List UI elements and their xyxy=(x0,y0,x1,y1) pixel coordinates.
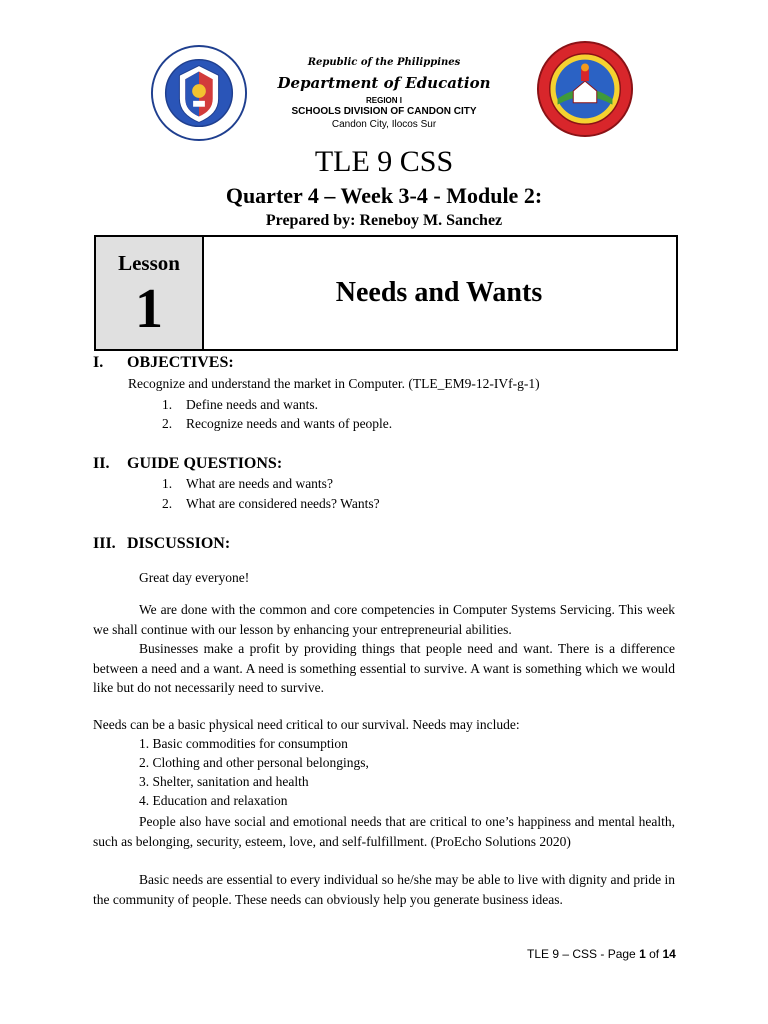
lesson-label: Lesson xyxy=(118,251,180,275)
section-title: DISCUSSION: xyxy=(127,535,231,552)
department-header: Department of Education xyxy=(277,74,491,92)
needs-list-item: 3. Shelter, sanitation and health xyxy=(139,774,309,789)
lesson-banner xyxy=(94,235,678,351)
discussion-paragraph: Businesses make a profit by providing things that people need and want. There is a difference between a need and a want. A need is something essential to survive. A want is something which we would like but do not necessarily need to survive. xyxy=(93,641,675,695)
republic-header: Republic of the Philippines xyxy=(307,57,461,68)
section-number: II. xyxy=(93,455,110,472)
needs-list-item: 2. Clothing and other personal belongings, xyxy=(139,755,369,770)
module-title: TLE 9 CSS xyxy=(314,145,454,178)
lesson-number: 1 xyxy=(135,278,163,340)
lesson-number-panel xyxy=(96,237,204,349)
discussion-paragraph: We are done with the common and core competencies in Computer Systems Servicing. This week we shall continue with our lesson by enhancing your entrepreneurial abilities. xyxy=(93,602,675,637)
greeting-text: Great day everyone! xyxy=(139,570,250,585)
prepared-by: Prepared by: Reneboy M. Sanchez xyxy=(265,212,503,229)
quarter-subtitle: Quarter 4 – Week 3-4 - Module 2: xyxy=(225,183,543,208)
city-header: Candon City, Ilocos Sur xyxy=(331,119,437,130)
division-header: SCHOOLS DIVISION OF CANDON CITY xyxy=(291,106,477,117)
needs-list-item: 4. Education and relaxation xyxy=(139,793,288,808)
needs-intro: Needs can be a basic physical need critical to our survival. Needs may include: xyxy=(93,717,520,732)
lesson-title: Needs and Wants xyxy=(335,277,543,308)
region-header: REGION I xyxy=(365,96,402,105)
objectives-intro: Recognize and understand the market in Computer. (TLE_EM9-12-IVf-g-1) xyxy=(128,376,540,391)
page-footer: TLE 9 – CSS - Page 1 of 14 xyxy=(527,947,676,961)
section-number: III. xyxy=(93,535,116,552)
discussion-paragraph: People also have social and emotional needs that are critical to one’s happiness and mental health, such as belonging, security, esteem, love, and self-fulfillment. (ProEcho Solutions 2020) xyxy=(93,814,675,849)
discussion-paragraph: Basic needs are essential to every individual so he/she may be able to live with dignity and pride in the community of people. These needs can obviously help you generate business ideas. xyxy=(93,872,675,907)
section-title: GUIDE QUESTIONS: xyxy=(127,455,283,472)
needs-list-item: 1. Basic commodities for consumption xyxy=(139,736,348,751)
section-title: OBJECTIVES: xyxy=(127,354,234,371)
section-number: I. xyxy=(93,354,104,371)
